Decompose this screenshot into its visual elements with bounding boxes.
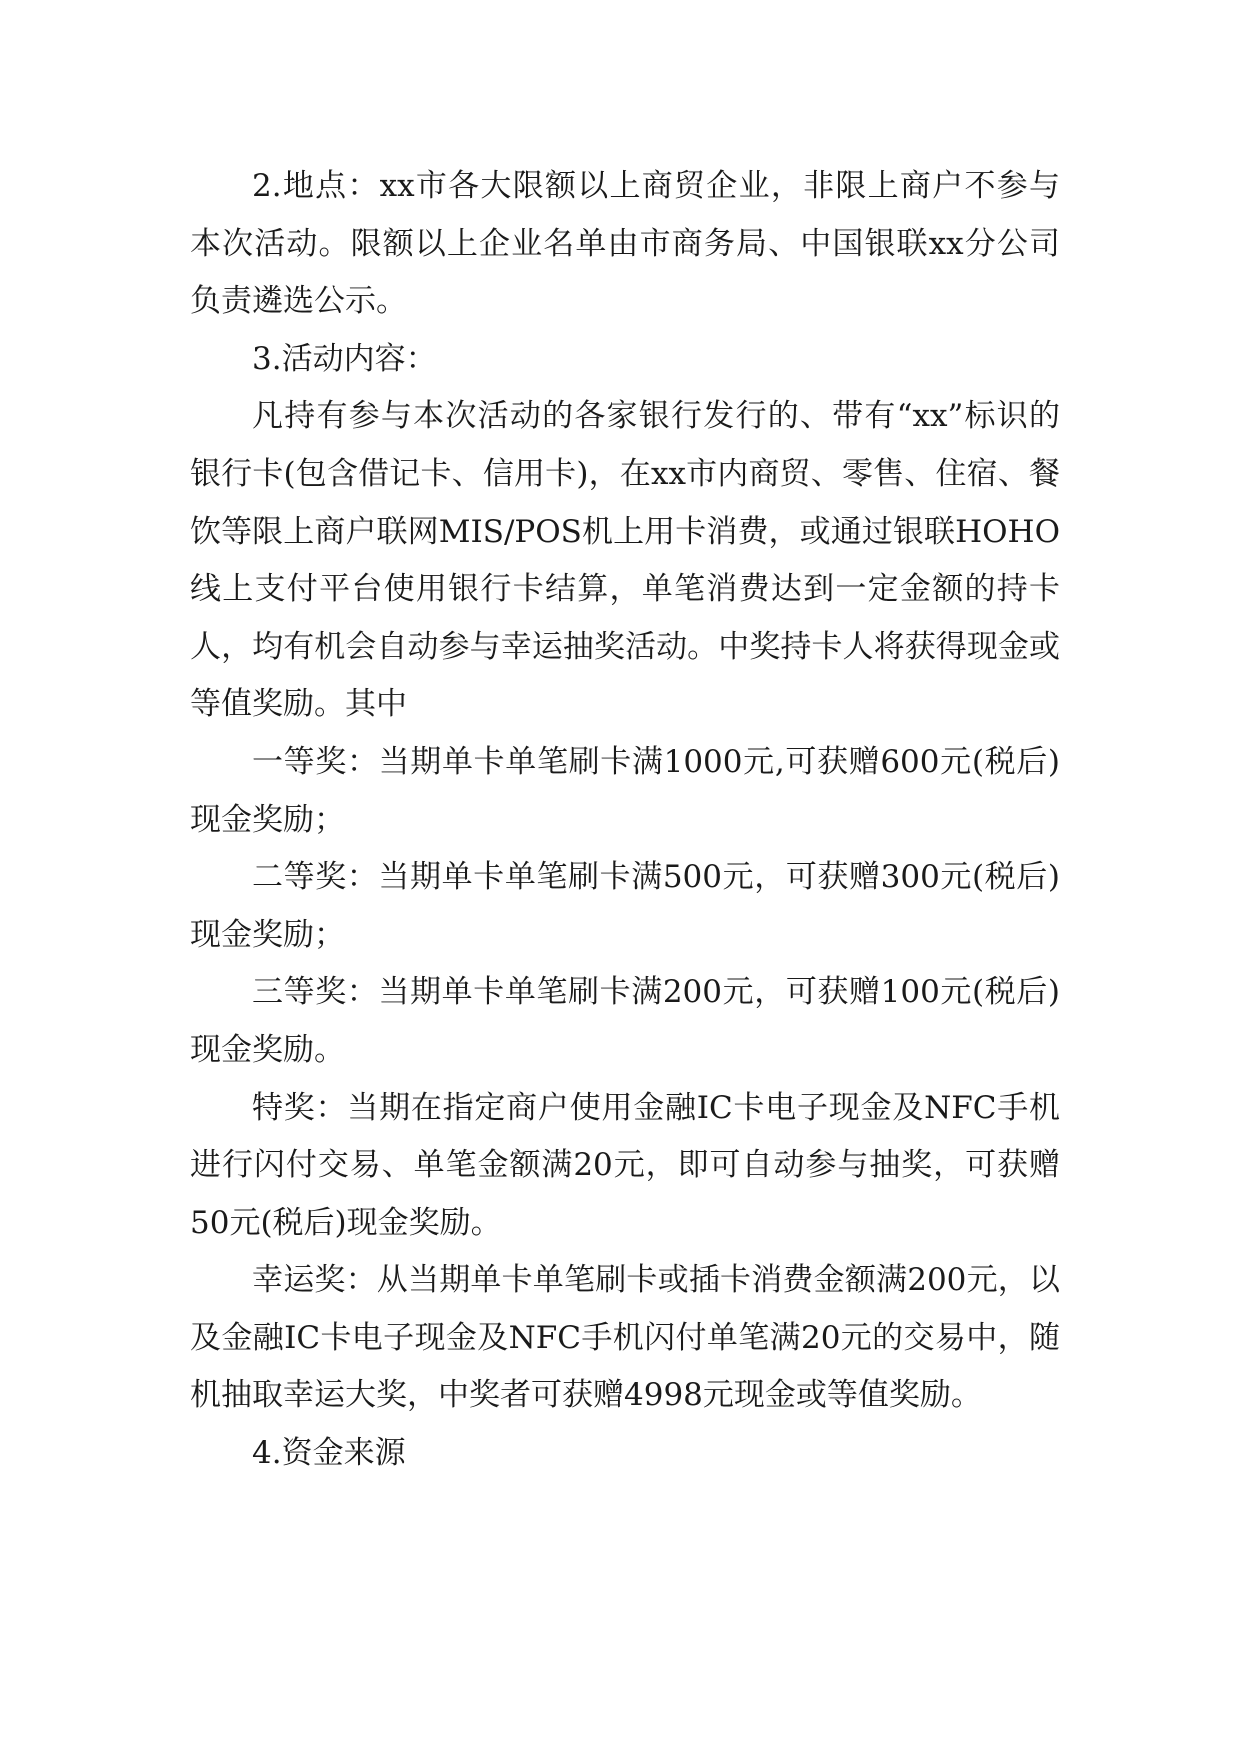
paragraph-location: 2.地点：xx市各大限额以上商贸企业，非限上商户不参与本次活动。限额以上企业名单由市商务局、中国银联xx分公司负责遴选公示。 (190, 168, 1060, 320)
paragraph-third-prize: 三等奖：当期单卡单笔刷卡满200元，可获赠100元(税后)现金奖励。 (190, 974, 1060, 1068)
paragraph-lucky-prize: 幸运奖：从当期单卡单笔刷卡或插卡消费金额满200元，以及金融IC卡电子现金及NFC手机闪付单笔满20元的交易中，随机抽取幸运大奖，中奖者可获赠4998元现金或等值奖励。 (190, 1262, 1060, 1414)
paragraph-funding-heading: 4.资金来源 (252, 1435, 406, 1472)
paragraph-activity-heading: 3.活动内容： (252, 340, 437, 377)
paragraph-first-prize: 一等奖：当期单卡单笔刷卡满1000元,可获赠600元(税后)现金奖励； (190, 743, 1060, 838)
paragraph-special-prize: 特奖：当期在指定商户使用金融IC卡电子现金及NFC手机进行闪付交易、单笔金额满20元，即可自动参与抽奖，可获赠50元(税后)现金奖励。 (190, 1089, 1060, 1241)
paragraph-activity-description: 凡持有参与本次活动的各家银行发行的、带有“xx”标识的银行卡(包含借记卡、信用卡)，在xx市内商贸、零售、住宿、餐饮等限上商户联网MIS/POS机上用卡消费，或通过银联HOHO线上支付平台使用银行卡结算，单笔消费达到一定金额的持卡人，均有机会自动参与幸运抽奖活动。中奖持卡人将获得现金或等值奖励。其中 (190, 398, 1060, 723)
paragraph-second-prize: 二等奖：当期单卡单笔刷卡满500元，可获赠300元(税后)现金奖励； (190, 859, 1060, 953)
document-body (190, 158, 1060, 1483)
